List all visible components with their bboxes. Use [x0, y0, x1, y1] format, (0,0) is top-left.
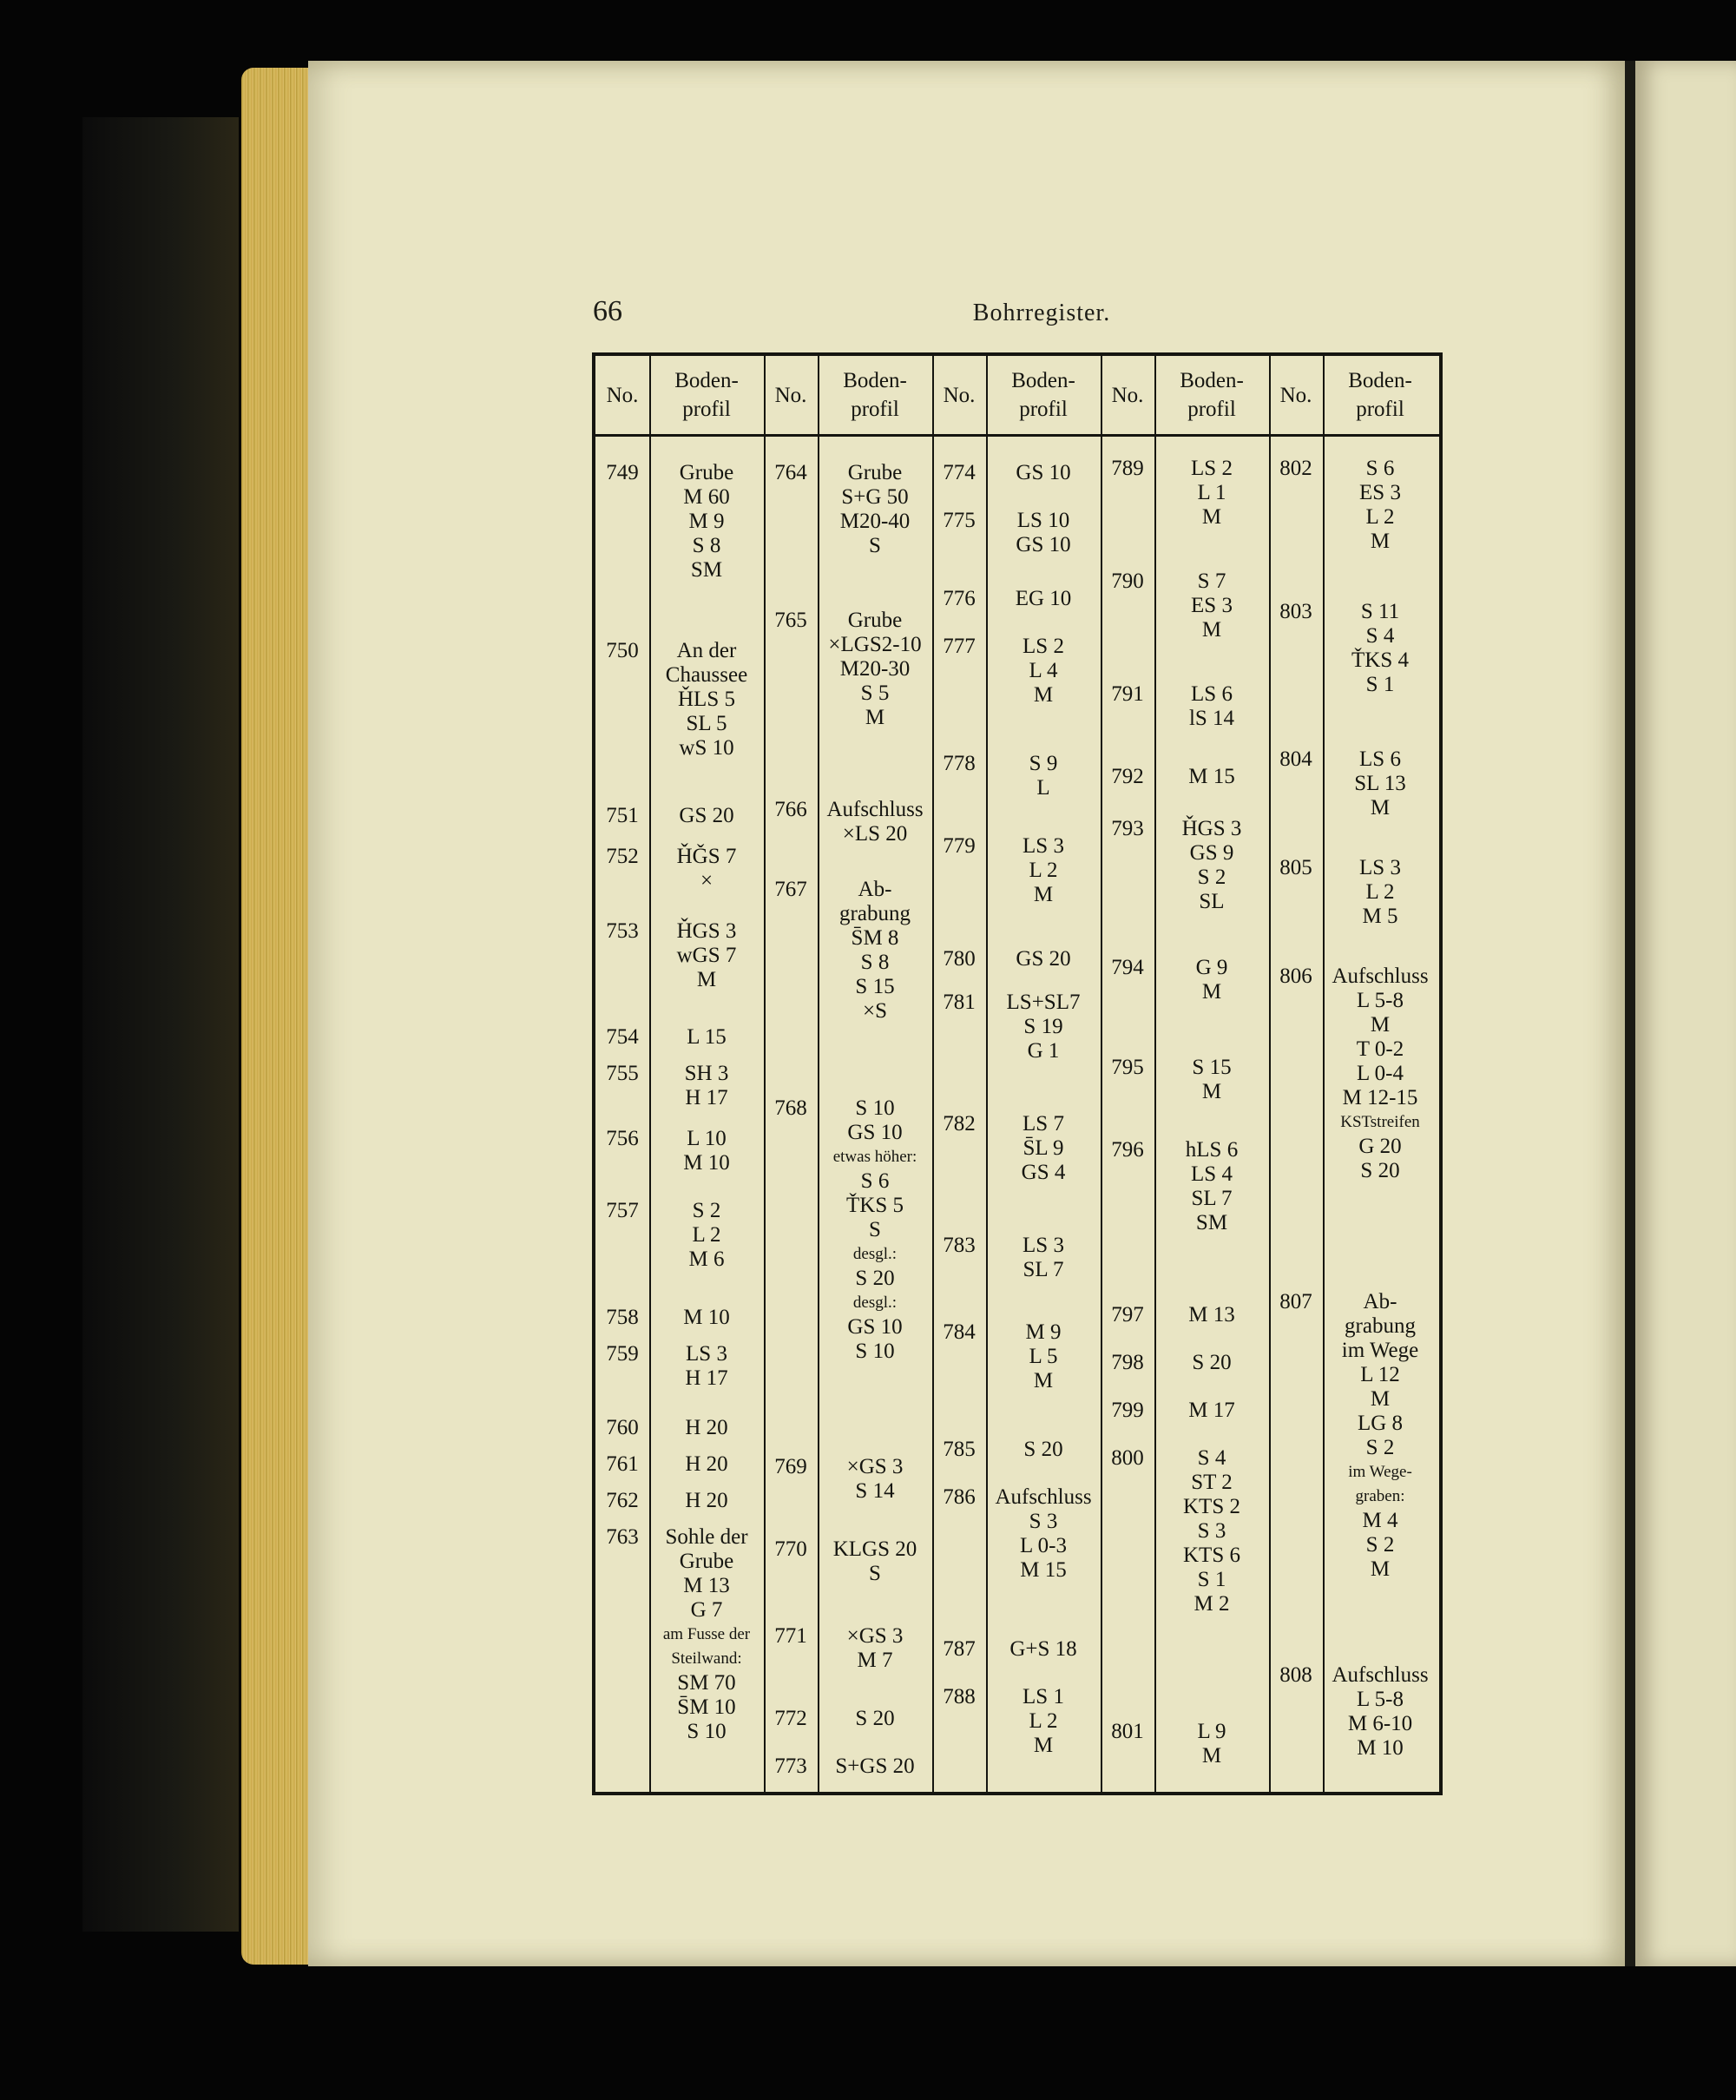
bodenprofil-entry: ȞGS 3: [676, 919, 737, 943]
bodenprofil-entry: M: [865, 706, 885, 729]
bohrung-number: 806: [1279, 964, 1312, 988]
bodenprofil-entry: S 7: [1197, 569, 1226, 593]
header-rule: [595, 434, 1439, 437]
bodenprofil-entry: L 2: [1365, 505, 1395, 529]
bodenprofil-entry: H 17: [685, 1086, 728, 1109]
bohrung-number: 785: [943, 1438, 976, 1461]
bodenprofil-entry: M 15: [1020, 1558, 1067, 1582]
bodenprofil-entry: Steilwand:: [671, 1649, 742, 1668]
bodenprofil-entry: LS 3: [686, 1342, 727, 1366]
bodenprofil-entry: S 6: [1365, 457, 1395, 480]
bohrung-number: 752: [606, 845, 639, 868]
bodenprofil-entry: L 5-8: [1357, 1688, 1404, 1711]
bohrung-number: 787: [943, 1637, 976, 1661]
bodenprofil-entry: M20-40: [839, 510, 911, 533]
bodenprofil-entry: S 11: [1360, 600, 1400, 623]
bodenprofil-entry: SL 5: [686, 712, 727, 735]
bodenprofil-entry: M: [1033, 683, 1054, 707]
bodenprofil-entry: H 17: [685, 1366, 728, 1390]
bodenprofil-entry: Grube: [679, 461, 734, 484]
bodenprofil-entry: L 2: [1029, 859, 1058, 882]
bodenprofil-entry: Grube: [847, 609, 903, 632]
bodenprofil-entry: S 6: [860, 1169, 890, 1193]
bodenprofil-entry: LS 6: [1191, 682, 1233, 706]
bodenprofil-entry: SM 70: [677, 1671, 736, 1695]
bodenprofil-entry: G 7: [690, 1598, 723, 1622]
bohrung-number: 803: [1279, 600, 1312, 623]
bodenprofil-entry: M 6-10: [1347, 1712, 1413, 1735]
bodenprofil-entry: M 13: [683, 1574, 730, 1597]
bodenprofil-entry: LS 4: [1191, 1162, 1233, 1186]
bodenprofil-entry: S 2: [692, 1199, 721, 1222]
bodenprofil-entry: M: [1370, 1557, 1391, 1581]
header-bodenprofil: Boden- profil: [1348, 369, 1412, 421]
bodenprofil-entry: G 20: [1358, 1135, 1402, 1158]
bodenprofil-entry: S 2: [1365, 1533, 1395, 1557]
bohrung-number: 790: [1111, 569, 1144, 593]
bodenprofil-entry: LS 2: [1023, 635, 1064, 658]
bohrung-number: 765: [774, 609, 807, 632]
bodenprofil-entry: S 1: [1197, 1568, 1226, 1591]
bodenprofil-entry: S+GS 20: [835, 1754, 915, 1778]
bodenprofil-entry: SM: [690, 558, 723, 582]
bodenprofil-entry: GS 10: [847, 1315, 903, 1339]
bodenprofil-entry: S: [869, 1562, 881, 1585]
bodenprofil-entry: SL: [1199, 890, 1225, 913]
bohrung-number: 805: [1279, 856, 1312, 879]
bohrung-number: 764: [774, 461, 807, 484]
header-no: No.: [774, 383, 807, 407]
bodenprofil-entry: KTS 2: [1183, 1495, 1240, 1518]
bodenprofil-entry: ×LS 20: [842, 822, 908, 846]
bohrung-number: 760: [606, 1416, 639, 1439]
bodenprofil-entry: LS 7: [1023, 1112, 1064, 1136]
page-number: 66: [593, 295, 622, 327]
page-edges: [241, 68, 315, 1965]
bodenprofil-entry: ST 2: [1191, 1471, 1233, 1494]
bodenprofil-entry: SL 7: [1023, 1258, 1064, 1281]
bohrung-number: 769: [774, 1455, 807, 1478]
bodenprofil-entry: L 5-8: [1357, 989, 1404, 1012]
header-bodenprofil: Boden- profil: [1011, 369, 1075, 421]
bodenprofil-entry: desgl.:: [852, 1294, 898, 1312]
bodenprofil-entry: Ab-: [858, 878, 892, 901]
bodenprofil-entry: GS 20: [1016, 947, 1071, 971]
bodenprofil-entry: S+G 50: [841, 485, 909, 509]
bodenprofil-entry: GS 10: [1016, 533, 1071, 556]
bodenprofil-entry: am Fusse der: [662, 1625, 751, 1643]
bohrung-number: 791: [1111, 682, 1144, 706]
bodenprofil-entry: ×GS 3: [846, 1624, 904, 1648]
bohrung-number: 783: [943, 1234, 976, 1257]
bohrung-number: 807: [1279, 1290, 1312, 1313]
book-gutter: [1625, 61, 1635, 1966]
header-no: No.: [1279, 383, 1312, 407]
bohrung-number: 777: [943, 635, 976, 658]
bodenprofil-entry: L 15: [687, 1025, 727, 1049]
bodenprofil-entry: M 17: [1188, 1399, 1235, 1422]
bohrung-number: 786: [943, 1485, 976, 1509]
bodenprofil-entry: M: [1201, 1080, 1222, 1103]
bohrung-number: 768: [774, 1096, 807, 1120]
bodenprofil-entry: S 1: [1365, 673, 1395, 696]
bodenprofil-entry: S̄L 9: [1023, 1136, 1064, 1160]
bodenprofil-entry: L 5: [1029, 1345, 1058, 1368]
bohrung-number: 801: [1111, 1720, 1144, 1743]
bodenprofil-entry: LS 3: [1023, 834, 1064, 858]
bohrung-number: 784: [943, 1320, 976, 1344]
header-no: No.: [606, 383, 639, 407]
book-spine-shadow: [82, 117, 239, 1932]
bodenprofil-entry: L: [1036, 776, 1050, 800]
bohrung-number: 778: [943, 752, 976, 775]
bodenprofil-entry: KSTstreifen: [1340, 1113, 1420, 1131]
bodenprofil-entry: ES 3: [1191, 594, 1233, 617]
bodenprofil-entry: S 10: [855, 1340, 895, 1363]
bohrung-number: 798: [1111, 1351, 1144, 1374]
bodenprofil-entry: S 20: [1023, 1438, 1063, 1461]
bohrung-number: 792: [1111, 765, 1144, 788]
bodenprofil-entry: L 2: [1365, 880, 1395, 904]
bohrung-number: 776: [943, 587, 976, 610]
bodenprofil-entry: S̄M 8: [851, 926, 899, 950]
bodenprofil-entry: M 9: [1025, 1320, 1062, 1344]
bodenprofil-entry: H 20: [685, 1452, 728, 1476]
bodenprofil-entry: M 2: [1194, 1592, 1230, 1616]
bodenprofil-entry: LS 3: [1359, 856, 1401, 879]
bohrung-number: 766: [774, 798, 807, 821]
bodenprofil-entry: im Wege: [1341, 1339, 1419, 1362]
bodenprofil-entry: M: [1201, 505, 1222, 529]
bodenprofil-entry: M: [1370, 1387, 1391, 1411]
bodenprofil-entry: LS 10: [1016, 509, 1070, 532]
bodenprofil-entry: Sohle der: [665, 1525, 748, 1549]
bodenprofil-entry: M 15: [1188, 765, 1235, 788]
bodenprofil-entry: SM: [1195, 1211, 1228, 1234]
bodenprofil-entry: S 9: [1029, 752, 1058, 775]
bohrung-number: 789: [1111, 457, 1144, 480]
bohrung-number: 788: [943, 1685, 976, 1708]
bohrung-number: 753: [606, 919, 639, 943]
bodenprofil-entry: Chaussee: [665, 663, 748, 687]
bohrung-number: 759: [606, 1342, 639, 1366]
bodenprofil-entry: S 8: [692, 534, 721, 557]
bohrung-number: 750: [606, 639, 639, 662]
bodenprofil-entry: S 4: [1365, 624, 1395, 648]
bodenprofil-entry: GS 20: [679, 804, 734, 827]
bodenprofil-entry: ES 3: [1359, 481, 1401, 504]
bodenprofil-entry: S 8: [860, 951, 890, 974]
bohrung-number: 774: [943, 461, 976, 484]
bodenprofil-entry: LS 2: [1191, 457, 1233, 480]
column-rule: [932, 356, 934, 1792]
bodenprofil-entry: M: [1370, 796, 1391, 820]
bodenprofil-entry: M: [1033, 1734, 1054, 1757]
bodenprofil-entry: SH 3: [684, 1062, 729, 1085]
bohrung-number: 779: [943, 834, 976, 858]
bodenprofil-entry: M: [1370, 530, 1391, 553]
bohrung-number: 762: [606, 1489, 639, 1512]
bodenprofil-entry: L 4: [1029, 659, 1058, 682]
bodenprofil-entry: G+S 18: [1009, 1637, 1077, 1661]
bodenprofil-entry: ŤKS 4: [1351, 648, 1409, 672]
bodenprofil-entry: M 4: [1362, 1509, 1398, 1532]
bodenprofil-entry: Grube: [847, 461, 903, 484]
bodenprofil-entry: M: [1370, 1013, 1391, 1037]
bodenprofil-entry: M 60: [683, 485, 730, 509]
bodenprofil-entry: S: [869, 534, 881, 557]
bodenprofil-entry: LS 1: [1023, 1685, 1064, 1708]
bodenprofil-entry: L 10: [687, 1127, 727, 1150]
bodenprofil-entry: ×GS 3: [846, 1455, 904, 1478]
bohrung-number: 800: [1111, 1446, 1144, 1470]
bodenprofil-entry: im Wege-: [1348, 1463, 1412, 1481]
bodenprofil-entry: M 13: [1188, 1303, 1235, 1326]
bodenprofil-entry: M 10: [683, 1306, 730, 1329]
bodenprofil-entry: M 10: [683, 1151, 730, 1175]
bodenprofil-entry: S 10: [687, 1720, 727, 1743]
bodenprofil-entry: L 2: [692, 1223, 721, 1247]
bodenprofil-entry: Grube: [679, 1550, 734, 1573]
bodenprofil-entry: ŤKS 5: [846, 1194, 904, 1217]
bohrung-number: 758: [606, 1306, 639, 1329]
bodenprofil-entry: GS 9: [1189, 841, 1234, 865]
bodenprofil-entry: LS+SL7: [1006, 991, 1081, 1014]
bohrung-number: 802: [1279, 457, 1312, 480]
bohrung-number: 775: [943, 509, 976, 532]
facing-page: [1635, 61, 1736, 1966]
bodenprofil-entry: L 2: [1029, 1709, 1058, 1733]
bodenprofil-entry: L 0-3: [1020, 1534, 1067, 1557]
bodenprofil-entry: Aufschluss: [1332, 1663, 1429, 1687]
bohrung-number: 797: [1111, 1303, 1144, 1326]
bodenprofil-entry: S 15: [855, 975, 895, 998]
column-rule: [764, 356, 766, 1792]
bohrung-number: 770: [774, 1537, 807, 1561]
bodenprofil-entry: ȞǦS 7: [676, 845, 737, 868]
bohrung-number: 782: [943, 1112, 976, 1136]
header-no: No.: [943, 383, 976, 407]
bodenprofil-entry: M 10: [1357, 1736, 1404, 1760]
bodenprofil-entry: L 12: [1360, 1363, 1400, 1386]
bodenprofil-entry: KTS 6: [1183, 1544, 1240, 1567]
bodenprofil-entry: S 3: [1197, 1519, 1226, 1543]
bodenprofil-entry: S 20: [855, 1707, 895, 1730]
bodenprofil-entry: S 10: [855, 1096, 895, 1120]
bohrung-number: 772: [774, 1707, 807, 1730]
bodenprofil-entry: M 9: [688, 510, 725, 533]
bohrung-number: 755: [606, 1062, 639, 1085]
bodenprofil-entry: M: [1033, 1369, 1054, 1392]
bodenprofil-entry: T 0-2: [1356, 1037, 1404, 1061]
bodenprofil-entry: L 1: [1197, 481, 1226, 504]
bodenprofil-entry: EG 10: [1015, 587, 1072, 610]
bodenprofil-entry: G 1: [1027, 1039, 1060, 1063]
bodenprofil-entry: M: [1201, 980, 1222, 1004]
bodenprofil-entry: S 5: [860, 681, 890, 705]
bodenprofil-entry: M: [1201, 1744, 1222, 1768]
bodenprofil-entry: L 9: [1197, 1720, 1226, 1743]
bodenprofil-entry: wS 10: [679, 736, 734, 760]
bodenprofil-entry: LS 3: [1023, 1234, 1064, 1257]
bohrung-number: 751: [606, 804, 639, 827]
bodenprofil-entry: wGS 7: [676, 944, 737, 967]
bodenprofil-entry: M 12-15: [1342, 1086, 1418, 1109]
bodenprofil-entry: M: [1033, 883, 1054, 906]
bohrung-number: 767: [774, 878, 807, 901]
header-no: No.: [1111, 383, 1144, 407]
bodenprofil-entry: M 7: [857, 1649, 893, 1672]
bodenprofil-entry: An der: [676, 639, 737, 662]
bodenprofil-entry: S 19: [1023, 1015, 1063, 1038]
bodenprofil-entry: S 2: [1197, 866, 1226, 889]
bohrung-number: 793: [1111, 817, 1144, 840]
bodenprofil-entry: hLS 6: [1185, 1138, 1239, 1162]
bodenprofil-entry: S 20: [1360, 1159, 1400, 1182]
bohrung-number: 771: [774, 1624, 807, 1648]
bodenprofil-entry: M: [1201, 618, 1222, 642]
bodenprofil-entry: G 9: [1195, 956, 1228, 979]
bodenprofil-entry: Aufschluss: [1332, 964, 1429, 988]
bohrung-number: 794: [1111, 956, 1144, 979]
bohrung-number: 773: [774, 1754, 807, 1778]
bodenprofil-entry: H 20: [685, 1416, 728, 1439]
bodenprofil-entry: KLGS 20: [832, 1537, 917, 1561]
header-bodenprofil: Boden- profil: [843, 369, 907, 421]
bohrung-number: 756: [606, 1127, 639, 1150]
bodenprofil-entry: ȞGS 3: [1181, 817, 1242, 840]
bohrung-number: 763: [606, 1525, 639, 1549]
bodenprofil-entry: LG 8: [1357, 1412, 1404, 1435]
bohrung-number: 754: [606, 1025, 639, 1049]
bodenprofil-entry: S 3: [1029, 1510, 1058, 1533]
bodenprofil-entry: ȞLS 5: [678, 688, 735, 711]
bohrung-number: 796: [1111, 1138, 1144, 1162]
bohrung-number: 799: [1111, 1399, 1144, 1422]
bodenprofil-entry: S 14: [855, 1479, 895, 1503]
bodenprofil-entry: Aufschluss: [826, 798, 924, 821]
bodenprofil-entry: Ab-: [1363, 1290, 1397, 1313]
header-bodenprofil: Boden- profil: [1180, 369, 1244, 421]
running-head: Bohrregister.: [972, 300, 1111, 326]
bodenprofil-entry: graben:: [1355, 1487, 1405, 1505]
bodenprofil-entry: L 0-4: [1357, 1062, 1404, 1085]
header-bodenprofil: Boden- profil: [674, 369, 739, 421]
bodenprofil-entry: H 20: [685, 1489, 728, 1512]
bodenprofil-entry: GS 10: [847, 1121, 903, 1144]
bodenprofil-entry: ×S: [862, 999, 887, 1023]
bodenprofil-entry: S 4: [1197, 1446, 1226, 1470]
bohrung-number: 761: [606, 1452, 639, 1476]
bodenprofil-entry: M 6: [688, 1247, 725, 1271]
bohrregister-table: [592, 352, 1443, 1795]
bodenprofil-entry: LS 6: [1359, 747, 1401, 771]
bohrung-number: 757: [606, 1199, 639, 1222]
bodenprofil-entry: GS 10: [1016, 461, 1071, 484]
bodenprofil-entry: S̄M 10: [677, 1695, 736, 1719]
bohrung-number: 795: [1111, 1056, 1144, 1079]
bodenprofil-entry: S 2: [1365, 1436, 1395, 1459]
bodenprofil-entry: grabung: [1345, 1314, 1416, 1338]
bodenprofil-entry: S 15: [1192, 1056, 1232, 1079]
bodenprofil-entry: grabung: [839, 902, 911, 925]
bodenprofil-entry: ×: [700, 869, 713, 892]
bohrung-number: 808: [1279, 1663, 1312, 1687]
bodenprofil-entry: M: [696, 968, 717, 991]
bodenprofil-entry: GS 4: [1021, 1161, 1066, 1184]
bodenprofil-entry: S 20: [855, 1267, 895, 1290]
bodenprofil-entry: ×LGS2-10: [828, 633, 922, 656]
bodenprofil-entry: Aufschluss: [995, 1485, 1092, 1509]
bohrung-number: 780: [943, 947, 976, 971]
column-rule: [1269, 356, 1271, 1792]
bodenprofil-entry: S 20: [1192, 1351, 1232, 1374]
bodenprofil-entry: lS 14: [1188, 707, 1235, 730]
bodenprofil-entry: SL 7: [1191, 1187, 1233, 1210]
bodenprofil-entry: M20-30: [839, 657, 911, 681]
bodenprofil-entry: etwas höher:: [832, 1148, 917, 1166]
bodenprofil-entry: M 5: [1362, 905, 1398, 928]
bohrung-number: 781: [943, 991, 976, 1014]
bohrung-number: 804: [1279, 747, 1312, 771]
bohrung-number: 749: [606, 461, 639, 484]
bodenprofil-entry: desgl.:: [852, 1245, 898, 1263]
bodenprofil-entry: S: [869, 1218, 881, 1241]
bodenprofil-entry: SL 13: [1354, 772, 1406, 795]
